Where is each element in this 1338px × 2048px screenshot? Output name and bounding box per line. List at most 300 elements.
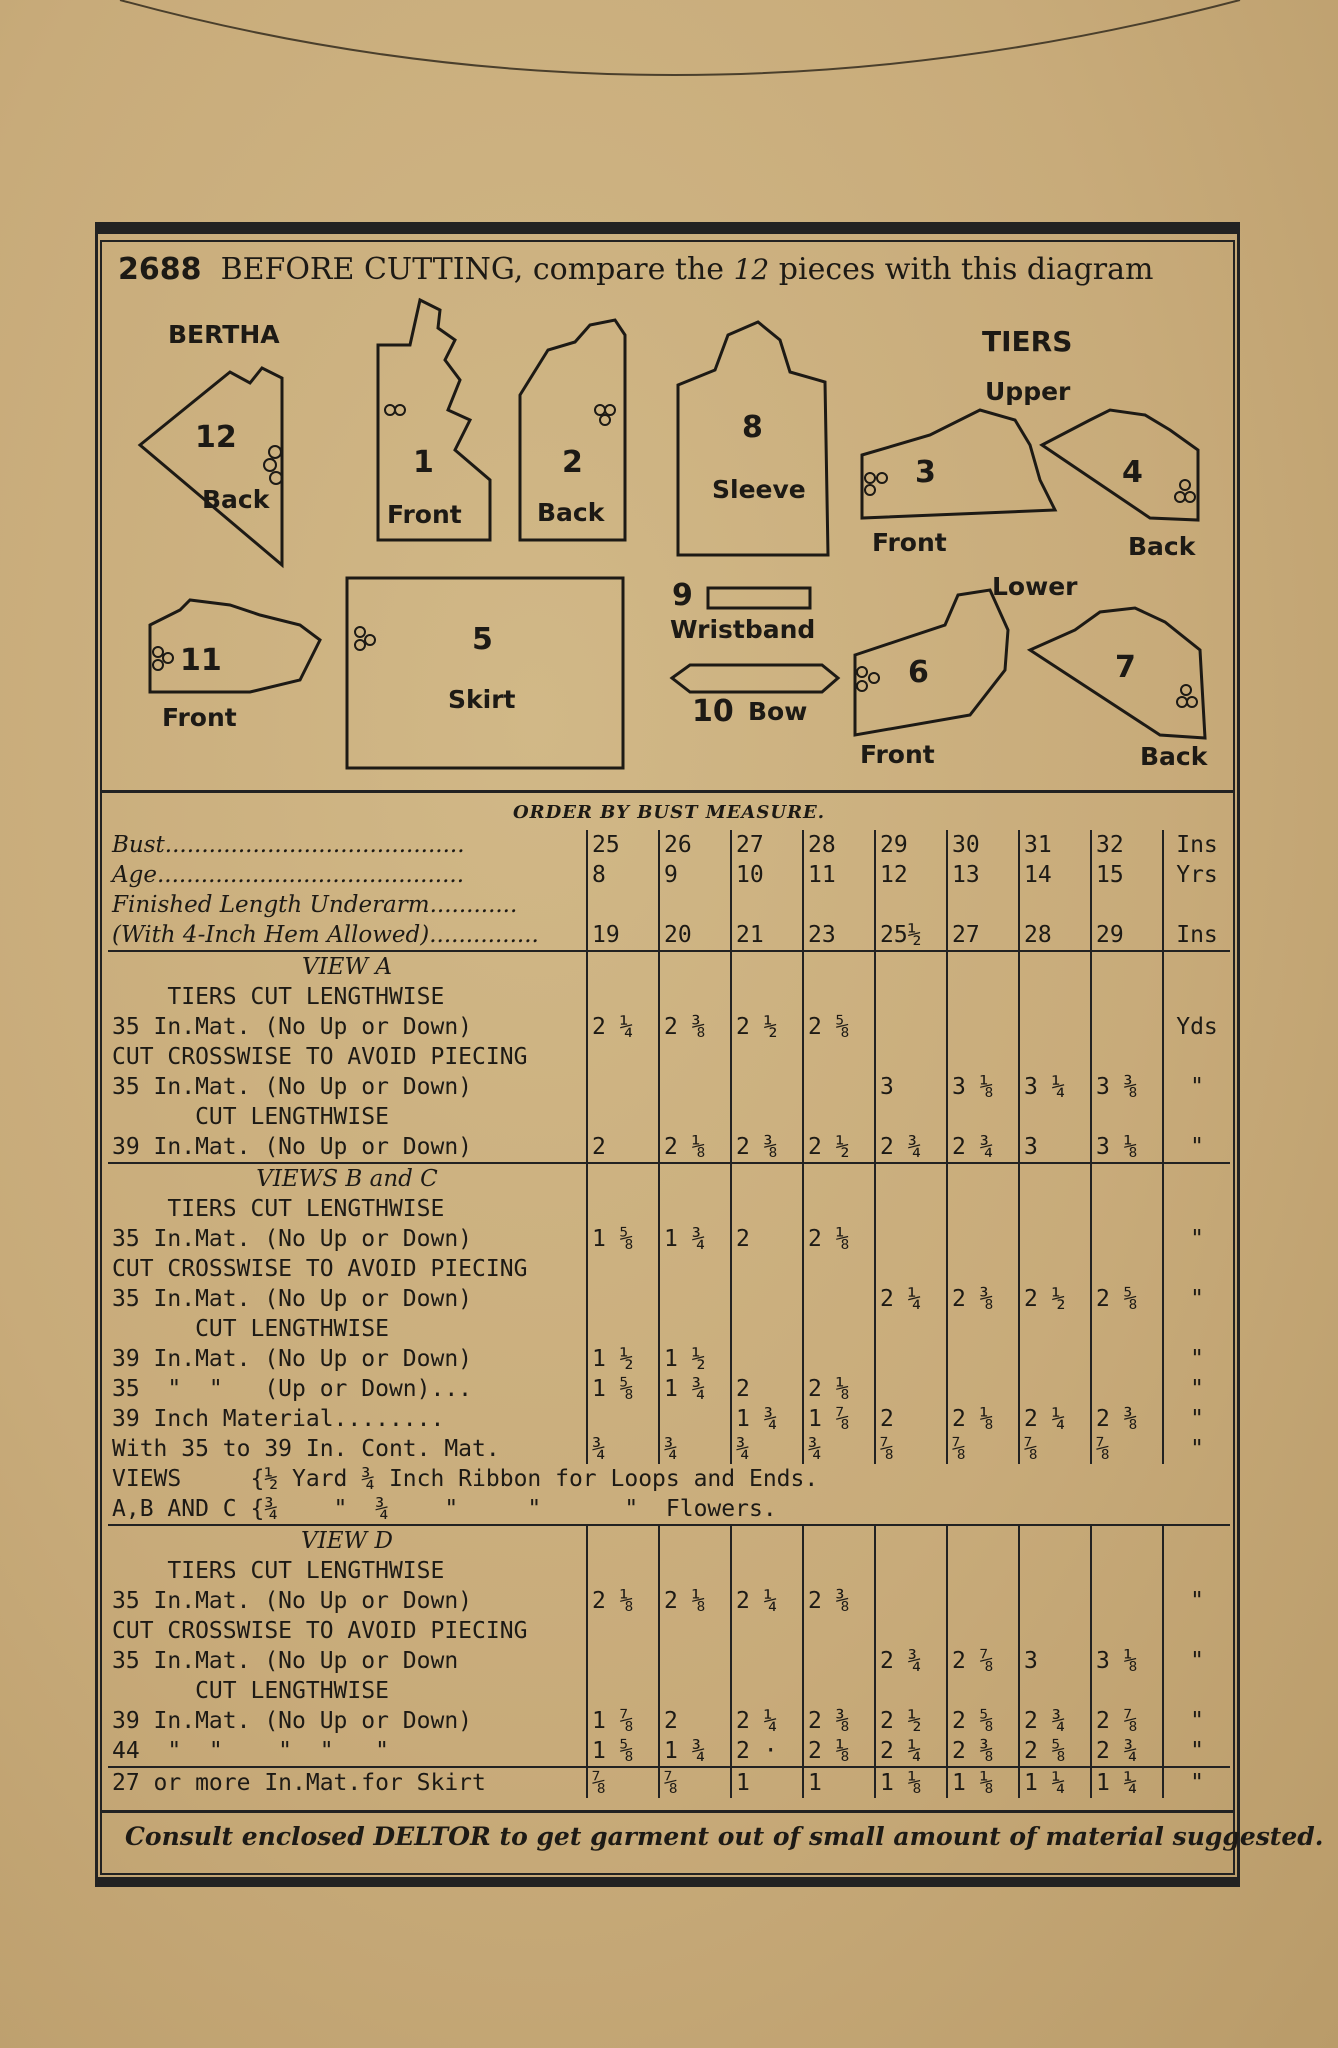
size-cell: 2 ¼ — [875, 1284, 947, 1314]
size-cell — [1019, 1616, 1091, 1646]
size-cell: 1 ⅝ — [587, 1374, 659, 1404]
size-cell — [803, 1284, 875, 1314]
size-cell — [803, 1616, 875, 1646]
size-cell — [947, 1042, 1019, 1072]
piece-3-outline — [862, 410, 1055, 518]
size-cell — [1019, 1012, 1091, 1042]
size-cell — [875, 1314, 947, 1344]
row-label: 35 In.Mat. (No Up or Down) — [112, 1226, 473, 1252]
unit-cell: " — [1163, 1586, 1230, 1616]
size-cell — [731, 1163, 803, 1194]
size-cell — [803, 1525, 875, 1556]
size-cell: 2 ⅞ — [1091, 1706, 1163, 1736]
size-cell — [1019, 1042, 1091, 1072]
size-cell — [947, 1194, 1019, 1224]
view-bc-row — [108, 1344, 1230, 1374]
size-cell: 1 ½ — [659, 1344, 731, 1374]
piece-7-number: 7 — [1115, 650, 1136, 685]
size-cell: 3 — [875, 1072, 947, 1102]
size-cell: 1 ⅛ — [947, 1767, 1019, 1798]
size-cell: ⅞ — [875, 1434, 947, 1464]
view-d-row — [108, 1676, 1230, 1706]
piece-10-outline — [672, 665, 838, 692]
row-label: CUT LENGTHWISE — [112, 1678, 389, 1704]
size-cell — [875, 1616, 947, 1646]
row-label: CUT LENGTHWISE — [112, 1316, 389, 1342]
size-cell — [1019, 1586, 1091, 1616]
size-cell: 2 ¾ — [1091, 1736, 1163, 1767]
size-cell — [875, 1102, 947, 1132]
size-cell — [947, 1525, 1019, 1556]
row-label: 27 or more In.Mat.for Skirt — [112, 1770, 486, 1796]
unit-cell: Ins — [1163, 920, 1230, 951]
size-cell — [1019, 1102, 1091, 1132]
size-cell — [731, 1102, 803, 1132]
size-cell: 2 ⅛ — [803, 1224, 875, 1254]
size-cell: 2 ¼ — [875, 1736, 947, 1767]
header-row — [108, 860, 1230, 890]
unit-cell — [1163, 1102, 1230, 1132]
view-bc-row — [108, 1284, 1230, 1314]
heading-compare: compare the — [532, 252, 725, 287]
size-cell — [1019, 1314, 1091, 1344]
size-cell: 2 · — [731, 1736, 803, 1767]
size-cell — [659, 1525, 731, 1556]
size-cell — [731, 1676, 803, 1706]
size-cell: 2 — [731, 1374, 803, 1404]
size-cell: 2 ¼ — [731, 1706, 803, 1736]
piece-9-number: 9 — [672, 578, 693, 613]
size-cell: 3 ⅜ — [1091, 1072, 1163, 1102]
size-cell — [1019, 1224, 1091, 1254]
size-cell — [659, 1556, 731, 1586]
size-cell — [1019, 1254, 1091, 1284]
size-cell — [587, 1676, 659, 1706]
deltor-note: Consult enclosed DELTOR to get garment out of small amount of material suggested. — [125, 1822, 1324, 1851]
size-cell — [587, 1646, 659, 1676]
size-cell — [947, 1012, 1019, 1042]
unit-cell: " — [1163, 1374, 1230, 1404]
size-cell: 1 ¾ — [659, 1374, 731, 1404]
size-cell — [1091, 1586, 1163, 1616]
size-cell: 2 ⅛ — [659, 1132, 731, 1163]
size-cell: 3 — [1019, 1646, 1091, 1676]
row-label: TIERS CUT LENGTHWISE — [112, 984, 445, 1010]
label-tiers: TIERS — [982, 325, 1073, 358]
size-cell — [947, 1163, 1019, 1194]
size-cell: 8 — [587, 860, 659, 890]
view-d-row — [108, 1706, 1230, 1736]
row-label: (With 4-Inch Hem Allowed)............... — [108, 920, 587, 951]
view-title: VIEW A — [301, 954, 393, 980]
size-cell — [659, 1163, 731, 1194]
unit-cell — [1163, 1254, 1230, 1284]
size-cell — [947, 1344, 1019, 1374]
size-cell — [731, 1284, 803, 1314]
size-cell — [803, 890, 875, 920]
size-cell — [875, 1012, 947, 1042]
size-cell: 2 ¾ — [875, 1646, 947, 1676]
piece-4-number: 4 — [1122, 455, 1143, 490]
size-cell: 21 — [731, 920, 803, 951]
size-cell — [947, 1586, 1019, 1616]
size-cell — [875, 1586, 947, 1616]
size-cell: 20 — [659, 920, 731, 951]
size-cell — [1019, 1525, 1091, 1556]
size-cell: 3 ⅛ — [1091, 1646, 1163, 1676]
size-cell — [731, 1072, 803, 1102]
piece-12-label: Back — [202, 485, 270, 514]
view-a-row — [108, 1072, 1230, 1102]
row-label: 39 In.Mat. (No Up or Down) — [108, 1132, 587, 1163]
size-cell — [1091, 1616, 1163, 1646]
ribbon-row-2 — [108, 1494, 1230, 1525]
size-cell — [731, 1314, 803, 1344]
unit-cell: " — [1163, 1072, 1230, 1102]
piece-7-label: Back — [1140, 742, 1208, 771]
unit-cell — [1163, 1556, 1230, 1586]
view-a-row — [108, 982, 1230, 1012]
size-cell: 2 ⅜ — [731, 1132, 803, 1163]
size-cell: ⅞ — [659, 1767, 731, 1798]
view-bc-title-row — [108, 1163, 1230, 1194]
size-cell — [1091, 1254, 1163, 1284]
size-cell — [1091, 1525, 1163, 1556]
size-cell: 2 ⅜ — [1091, 1404, 1163, 1434]
size-cell: 2 ½ — [803, 1132, 875, 1163]
unit-cell — [1163, 1314, 1230, 1344]
unit-cell — [1163, 1042, 1230, 1072]
view-d-row — [108, 1736, 1230, 1767]
size-cell: 2 ⅜ — [803, 1706, 875, 1736]
unit-cell: " — [1163, 1706, 1230, 1736]
piece-10-number: 10 — [692, 694, 734, 729]
size-cell: 1 ⅝ — [587, 1736, 659, 1767]
size-cell: 11 — [803, 860, 875, 890]
size-cell — [731, 1194, 803, 1224]
row-label: 35 " " (Up or Down)... — [112, 1376, 473, 1402]
piece-6-label: Front — [860, 740, 935, 769]
view-a-row — [108, 1012, 1230, 1042]
size-cell — [875, 1042, 947, 1072]
size-cell: 2 ⅛ — [659, 1586, 731, 1616]
size-cell: 2 ⅝ — [803, 1012, 875, 1042]
view-bc-row — [108, 1254, 1230, 1284]
size-cell: 28 — [803, 830, 875, 860]
size-cell: ⅞ — [1019, 1434, 1091, 1464]
size-cell — [731, 1344, 803, 1374]
size-cell: 2 ⅛ — [587, 1586, 659, 1616]
size-cell: ¾ — [587, 1434, 659, 1464]
unit-cell — [1163, 890, 1230, 920]
size-cell: 2 ⅞ — [947, 1646, 1019, 1676]
size-cell — [947, 982, 1019, 1012]
size-cell — [731, 1254, 803, 1284]
row-label: With 35 to 39 In. Cont. Mat. — [112, 1436, 500, 1462]
header-row — [108, 920, 1230, 951]
size-cell — [803, 951, 875, 982]
size-cell: 1 ⅝ — [587, 1224, 659, 1254]
pattern-number: 2688 — [118, 252, 202, 287]
size-cell — [659, 890, 731, 920]
size-cell — [587, 1072, 659, 1102]
size-cell — [803, 1072, 875, 1102]
pattern-pieces-diagram — [0, 0, 1338, 800]
size-cell — [875, 1374, 947, 1404]
diagram-separator — [100, 790, 1235, 793]
header-row — [108, 830, 1230, 860]
size-cell — [803, 982, 875, 1012]
size-cell — [1091, 1224, 1163, 1254]
size-cell — [587, 1194, 659, 1224]
size-cell: 2 ⅜ — [803, 1586, 875, 1616]
size-cell: 10 — [731, 860, 803, 890]
piece-9-label: Wristband — [670, 615, 816, 644]
size-cell — [659, 1314, 731, 1344]
size-cell — [587, 1616, 659, 1646]
size-cell: 25½ — [875, 920, 947, 951]
size-cell: 32 — [1091, 830, 1163, 860]
size-cell — [659, 1042, 731, 1072]
size-cell: 2 — [875, 1404, 947, 1434]
size-cell: 25 — [587, 830, 659, 860]
unit-cell: " — [1163, 1736, 1230, 1767]
size-cell — [731, 1042, 803, 1072]
size-cell — [947, 1224, 1019, 1254]
size-cell — [659, 1254, 731, 1284]
size-cell: ¾ — [659, 1434, 731, 1464]
size-cell — [587, 1404, 659, 1434]
size-cell: 1 — [803, 1767, 875, 1798]
size-cell: 26 — [659, 830, 731, 860]
size-cell — [659, 1404, 731, 1434]
size-cell: ¾ — [803, 1434, 875, 1464]
unit-cell — [1163, 1525, 1230, 1556]
view-bc-row — [108, 1314, 1230, 1344]
ribbon-row-1 — [108, 1464, 1230, 1494]
row-label: CUT LENGTHWISE — [112, 1104, 389, 1130]
size-cell — [875, 982, 947, 1012]
size-cell: 2 ⅜ — [947, 1736, 1019, 1767]
size-cell — [875, 951, 947, 982]
size-cell — [659, 1646, 731, 1676]
size-cell — [803, 1344, 875, 1374]
unit-cell: " — [1163, 1767, 1230, 1798]
size-cell: 2 ⅝ — [1091, 1284, 1163, 1314]
size-cell: 12 — [875, 860, 947, 890]
piece-10-label: Bow — [748, 697, 808, 726]
piece-3-number: 3 — [915, 455, 936, 490]
row-label: CUT CROSSWISE TO AVOID PIECING — [112, 1044, 528, 1070]
size-cell — [1019, 1163, 1091, 1194]
size-cell — [731, 1525, 803, 1556]
unit-cell — [1163, 1676, 1230, 1706]
row-label: CUT CROSSWISE TO AVOID PIECING — [112, 1618, 528, 1644]
size-cell: 1 — [731, 1767, 803, 1798]
row-label: Bust......................................... — [112, 832, 465, 858]
view-title: VIEW D — [301, 1528, 393, 1554]
size-cell: 2 — [587, 1132, 659, 1163]
label-upper: Upper — [985, 377, 1071, 406]
size-cell — [587, 1254, 659, 1284]
piece-8-label: Sleeve — [712, 475, 806, 504]
piece-2-number: 2 — [562, 445, 583, 480]
row-label: 35 In.Mat. (No Up or Down — [112, 1648, 459, 1674]
view-d-row — [108, 1586, 1230, 1616]
size-cell: 29 — [875, 830, 947, 860]
view-bc-row — [108, 1224, 1230, 1254]
unit-cell: " — [1163, 1404, 1230, 1434]
size-cell: 29 — [1091, 920, 1163, 951]
size-cell — [587, 1314, 659, 1344]
size-cell — [659, 951, 731, 982]
size-cell — [659, 1616, 731, 1646]
unit-cell: Ins — [1163, 830, 1230, 860]
size-cell: 1 ¾ — [659, 1224, 731, 1254]
unit-cell — [1163, 1163, 1230, 1194]
size-cell: 31 — [1019, 830, 1091, 860]
view-bc-row — [108, 1434, 1230, 1464]
view-a-title-row — [108, 951, 1230, 982]
size-cell: 1 ⅞ — [803, 1404, 875, 1434]
unit-cell — [1163, 1194, 1230, 1224]
size-cell — [731, 1616, 803, 1646]
size-cell — [1091, 1163, 1163, 1194]
size-cell — [731, 890, 803, 920]
size-cell — [947, 1676, 1019, 1706]
size-cell — [659, 1072, 731, 1102]
size-cell — [587, 1556, 659, 1586]
piece-11-outline — [150, 600, 320, 692]
size-cell — [947, 1556, 1019, 1586]
unit-cell: " — [1163, 1284, 1230, 1314]
size-cell: 1 ½ — [587, 1344, 659, 1374]
piece-11-number: 11 — [180, 643, 222, 678]
view-d-row — [108, 1556, 1230, 1586]
view-a-row — [108, 1132, 1230, 1163]
size-cell: 2 ¾ — [875, 1132, 947, 1163]
size-cell: 2 ⅝ — [1019, 1736, 1091, 1767]
size-cell: 2 ¾ — [1019, 1706, 1091, 1736]
view-a-row — [108, 1042, 1230, 1072]
size-cell: 1 ¼ — [1019, 1767, 1091, 1798]
view-a-row — [108, 1102, 1230, 1132]
row-label: 35 In.Mat. (No Up or Down) — [112, 1074, 473, 1100]
size-cell — [875, 1254, 947, 1284]
size-cell: ¾ — [731, 1434, 803, 1464]
view-bc-row — [108, 1374, 1230, 1404]
size-cell — [587, 1163, 659, 1194]
row-label: 35 In.Mat. (No Up or Down) — [112, 1588, 473, 1614]
size-cell — [1091, 1102, 1163, 1132]
size-cell — [1091, 1676, 1163, 1706]
piece-3-label: Front — [872, 528, 947, 557]
size-cell — [875, 1163, 947, 1194]
row-label: 39 In.Mat. (No Up or Down) — [112, 1346, 473, 1372]
size-cell: 2 ½ — [1019, 1284, 1091, 1314]
size-cell — [947, 951, 1019, 982]
size-cell — [947, 1616, 1019, 1646]
unit-cell: " — [1163, 1646, 1230, 1676]
skirt-row — [108, 1767, 1230, 1798]
size-cell — [1019, 1556, 1091, 1586]
size-cell: 2 — [731, 1224, 803, 1254]
yardage-chart — [108, 830, 1230, 1798]
size-cell — [803, 1314, 875, 1344]
piece-1-number: 1 — [413, 445, 434, 480]
size-cell: 2 — [659, 1706, 731, 1736]
row-label: 39 In.Mat. (No Up or Down) — [112, 1708, 473, 1734]
size-cell — [1091, 982, 1163, 1012]
size-cell — [803, 1194, 875, 1224]
piece-8-number: 8 — [742, 410, 763, 445]
size-cell — [1091, 951, 1163, 982]
unit-cell: Yds — [1163, 1012, 1230, 1042]
size-cell — [803, 1254, 875, 1284]
piece-9-outline — [708, 588, 810, 608]
piece-12-outline — [140, 368, 282, 565]
row-label: 39 Inch Material........ — [112, 1406, 445, 1432]
size-cell: 1 ¼ — [1091, 1767, 1163, 1798]
unit-cell — [1163, 951, 1230, 982]
view-bc-row — [108, 1404, 1230, 1434]
size-cell: 27 — [731, 830, 803, 860]
size-cell: 2 ⅝ — [947, 1706, 1019, 1736]
unit-cell — [1163, 982, 1230, 1012]
size-cell: 30 — [947, 830, 1019, 860]
size-cell — [1019, 1374, 1091, 1404]
row-label: Age.......................................... — [112, 862, 465, 888]
size-cell — [1091, 1374, 1163, 1404]
row-label: CUT CROSSWISE TO AVOID PIECING — [112, 1256, 528, 1282]
size-cell — [587, 1042, 659, 1072]
row-label: 35 In.Mat. (No Up or Down) — [112, 1014, 473, 1040]
size-cell — [1091, 1042, 1163, 1072]
view-d-row — [108, 1646, 1230, 1676]
size-cell — [875, 1194, 947, 1224]
size-cell: 2 ¼ — [731, 1586, 803, 1616]
row-label: TIERS CUT LENGTHWISE — [112, 1558, 445, 1584]
size-cell — [947, 1314, 1019, 1344]
size-cell — [731, 951, 803, 982]
size-cell — [659, 1102, 731, 1132]
size-cell — [947, 890, 1019, 920]
size-cell — [659, 1676, 731, 1706]
size-cell — [1019, 1344, 1091, 1374]
ribbon-note: A,B AND C {¾ " ¾ " " " Flowers. — [108, 1494, 1230, 1525]
size-cell — [587, 982, 659, 1012]
heading-rest: pieces with this diagram — [778, 252, 1154, 287]
size-cell — [875, 1344, 947, 1374]
size-cell: 2 ⅛ — [947, 1404, 1019, 1434]
size-cell: 1 ¾ — [659, 1736, 731, 1767]
size-cell — [1019, 890, 1091, 920]
view-title: VIEWS B and C — [256, 1166, 438, 1192]
size-cell: 2 ⅜ — [947, 1284, 1019, 1314]
size-cell: 1 ⅞ — [587, 1706, 659, 1736]
size-cell — [731, 1556, 803, 1586]
size-cell — [875, 1556, 947, 1586]
size-cell — [803, 1102, 875, 1132]
size-cell: ⅞ — [1091, 1434, 1163, 1464]
unit-cell: " — [1163, 1434, 1230, 1464]
size-cell — [587, 1284, 659, 1314]
size-cell — [803, 1676, 875, 1706]
unit-cell: " — [1163, 1344, 1230, 1374]
size-cell: 9 — [659, 860, 731, 890]
heading-before: BEFORE CUTTING, — [220, 252, 524, 287]
size-cell: 2 ⅛ — [803, 1736, 875, 1767]
